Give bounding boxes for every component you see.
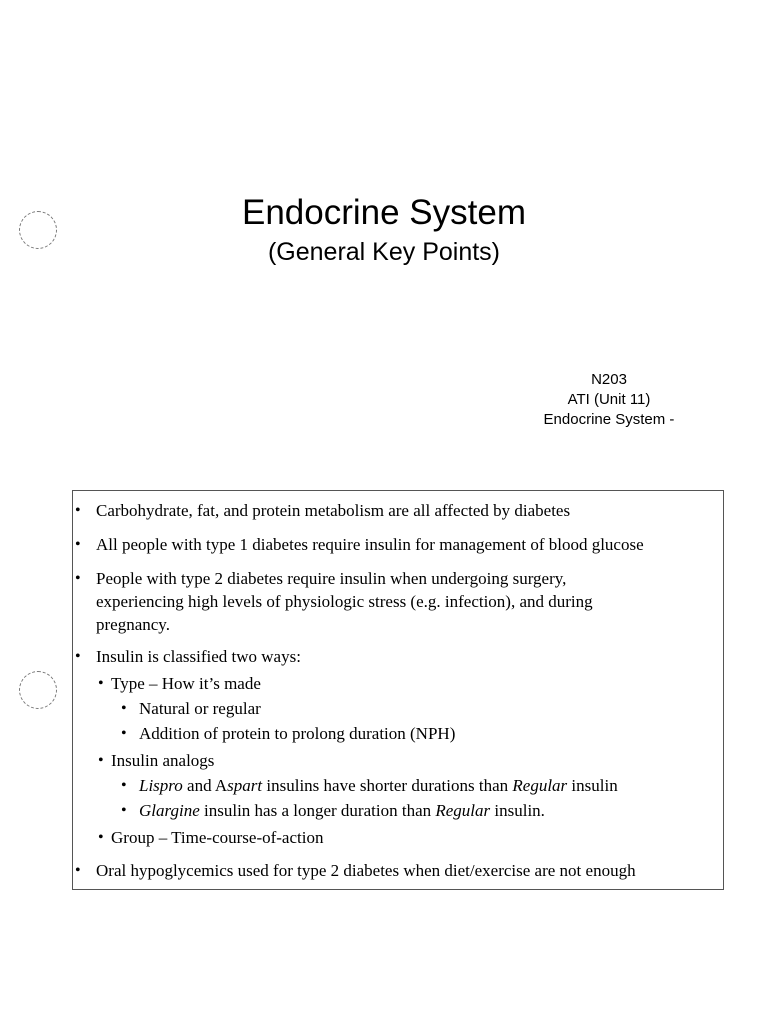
bullet-icon: • bbox=[98, 675, 104, 692]
insulin-text: insulin. bbox=[490, 801, 545, 820]
regular-text: Regular bbox=[512, 776, 568, 795]
bullet-icon: • bbox=[98, 752, 104, 769]
note-nph: Addition of protein to prolong duration (NPH) bbox=[139, 724, 456, 743]
bullet-icon: • bbox=[75, 502, 81, 519]
spart-text: spart bbox=[227, 776, 263, 795]
shorter-text: insulins have shorter durations than bbox=[262, 776, 513, 795]
lispro-text: Lispro bbox=[139, 776, 183, 795]
note-type2-line1: People with type 2 diabetes require insulin when undergoing surgery, bbox=[96, 569, 567, 588]
note-insulin-classified: Insulin is classified two ways: bbox=[96, 647, 301, 666]
slide-subtitle: (General Key Points) bbox=[267, 238, 501, 266]
bullet-icon: • bbox=[75, 536, 81, 553]
bullet-icon: • bbox=[121, 802, 127, 819]
note-type1: All people with type 1 diabetes require insulin for management of blood glucose bbox=[96, 535, 644, 554]
bullet-icon: • bbox=[121, 725, 127, 742]
bullet-icon: • bbox=[75, 648, 81, 665]
regular-text: Regular bbox=[435, 801, 491, 820]
note-lispro-aspart bbox=[139, 774, 618, 797]
punch-hole-middle bbox=[19, 671, 57, 709]
and-text: and A bbox=[182, 776, 228, 795]
note-group-time-course: Group – Time-course-of-action bbox=[111, 828, 324, 847]
note-type-how-made: Type – How it’s made bbox=[111, 674, 261, 693]
bullet-icon: • bbox=[121, 777, 127, 794]
bullet-icon: • bbox=[75, 570, 81, 587]
slide-title: Endocrine System bbox=[241, 193, 527, 232]
unit-label: ATI (Unit 11) bbox=[567, 391, 651, 408]
note-type2-line2: experiencing high levels of physiologic stress (e.g. infection), and during bbox=[96, 592, 593, 611]
note-type2-line3: pregnancy. bbox=[96, 615, 170, 634]
topic-label: Endocrine System - bbox=[543, 411, 675, 428]
slide-meta bbox=[509, 370, 709, 430]
notes-box bbox=[72, 490, 724, 890]
note-glargine bbox=[139, 799, 545, 822]
course-code: N203 bbox=[591, 371, 627, 388]
note-insulin-analogs: Insulin analogs bbox=[111, 751, 215, 770]
longer-text: insulin has a longer duration than bbox=[199, 801, 436, 820]
bullet-icon: • bbox=[98, 829, 104, 846]
note-oral-hypoglycemics: Oral hypoglycemics used for type 2 diabetes when diet/exercise are not enough bbox=[96, 861, 636, 880]
glargine-text: Glargine bbox=[139, 801, 200, 820]
bullet-icon: • bbox=[121, 700, 127, 717]
note-metabolism: Carbohydrate, fat, and protein metabolism are all affected by diabetes bbox=[96, 501, 571, 520]
insulin-text: insulin bbox=[567, 776, 618, 795]
note-natural-regular: Natural or regular bbox=[139, 699, 261, 718]
bullet-icon: • bbox=[75, 862, 81, 879]
